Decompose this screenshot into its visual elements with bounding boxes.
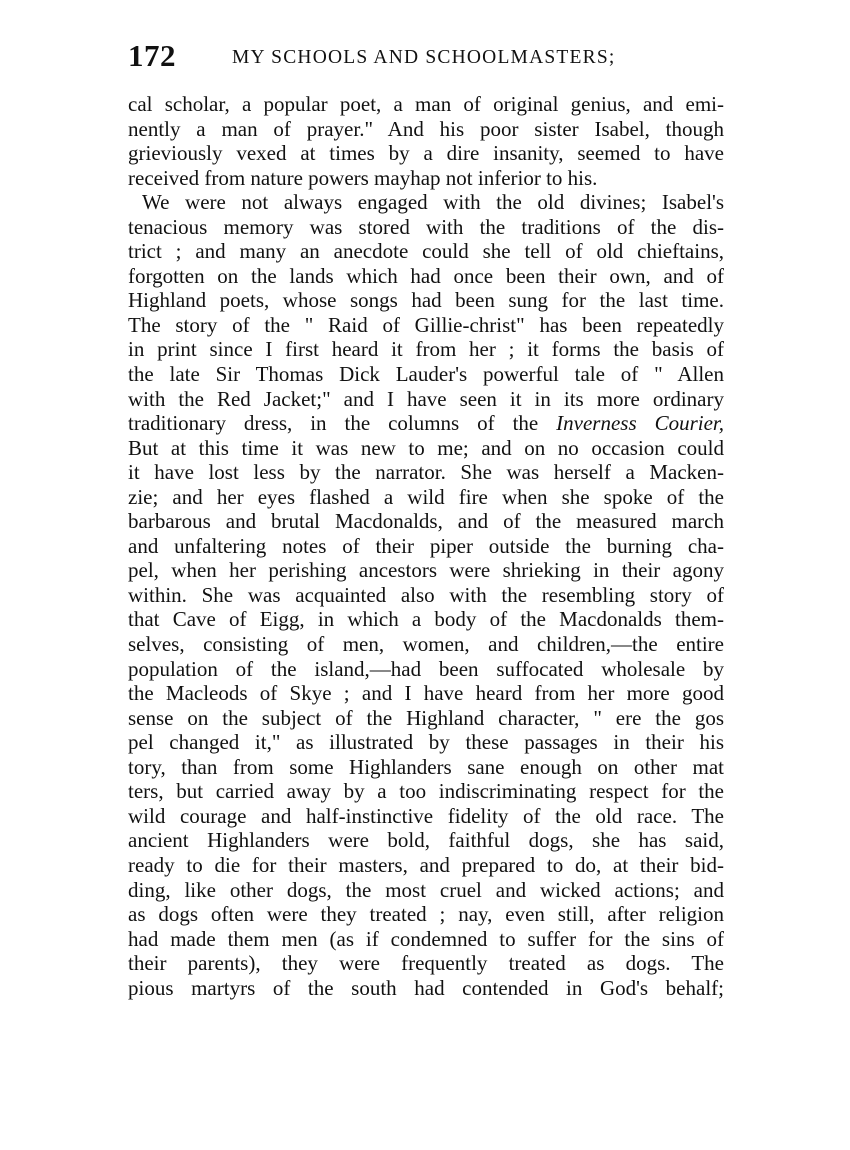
text-line: had made them men (as if condemned to suffer for the sins of	[128, 926, 724, 951]
text-line: grieviously vexed at times by a dire insanity, seemed to have	[128, 141, 724, 166]
text-line: forgotten on the lands which had once been their own, and of	[128, 263, 724, 288]
text-line: their parents), they were frequently treated as dogs. The	[128, 951, 724, 976]
italic-phrase: Inverness Courier,	[556, 411, 724, 436]
text-line: with the Red Jacket;" and I have seen it in its more ordinary	[128, 386, 724, 411]
text-line: the late Sir Thomas Dick Lauder's powerful tale of " Allen	[128, 362, 724, 387]
text-line: nently a man of prayer." And his poor sister Isabel, though	[128, 116, 724, 141]
page-number: 172	[128, 38, 176, 73]
text-line: ters, but carried away by a too indiscriminating respect for the	[128, 779, 724, 804]
text-line: that Cave of Eigg, in which a body of the Macdonalds them-	[128, 607, 724, 632]
text-line: But at this time it was new to me; and on no occasion could	[128, 435, 724, 460]
text-line: ancient Highlanders were bold, faithful dogs, she has said,	[128, 828, 724, 853]
text-line: zie; and her eyes flashed a wild fire when she spoke of the	[128, 484, 724, 509]
text-line: wild courage and half-instinctive fidelity of the old race. The	[128, 803, 724, 828]
text-line: pious martyrs of the south had contended in God's behalf;	[128, 975, 724, 1000]
text-line: Highland poets, whose songs had been sung for the last time.	[128, 288, 724, 313]
text-line: tory, than from some Highlanders sane enough on other mat	[128, 754, 724, 779]
text-line: and unfaltering notes of their piper outside the burning cha-	[128, 533, 724, 558]
text-line: pel changed it," as illustrated by these passages in their his	[128, 730, 724, 755]
text-line: received from nature powers mayhap not inferior to his.	[128, 165, 598, 190]
text-line: within. She was acquainted also with the resembling story of	[128, 582, 724, 607]
text-line: pel, when her perishing ancestors were shrieking in their agony	[128, 558, 724, 583]
text-line: tenacious memory was stored with the traditions of the dis-	[128, 214, 724, 239]
text-line: cal scholar, a popular poet, a man of original genius, and emi-	[128, 92, 724, 116]
text-line: barbarous and brutal Macdonalds, and of the measured march	[128, 509, 724, 534]
text-line: ding, like other dogs, the most cruel and wicked actions; and	[128, 877, 724, 902]
text-line: as dogs often were they treated ; nay, even still, after religion	[128, 902, 724, 927]
text-line: sense on the subject of the Highland character, " ere the gos	[128, 705, 724, 730]
text-line: it have lost less by the narrator. She was herself a Macken-	[128, 460, 724, 485]
running-head	[128, 38, 724, 78]
text-line: the Macleods of Skye ; and I have heard from her more good	[128, 681, 724, 706]
text-line-part: traditionary dress, in the columns of the	[128, 411, 539, 436]
text-line-with-italic	[128, 411, 724, 436]
text-line: selves, consisting of men, women, and children,—the entire	[128, 632, 724, 657]
text-line: The story of the " Raid of Gillie-christ" has been repeatedly	[128, 312, 724, 337]
text-line: population of the island,—had been suffocated wholesale by	[128, 656, 724, 681]
body-text	[128, 92, 724, 1000]
text-line: trict ; and many an anecdote could she tell of old chieftains,	[128, 239, 724, 264]
text-line: in print since I first heard it from her ; it forms the basis of	[128, 337, 724, 362]
text-line: ready to die for their masters, and prepared to do, at their bid-	[128, 852, 724, 877]
running-title: MY SCHOOLS AND SCHOOLMASTERS;	[232, 47, 616, 68]
text-line: We were not always engaged with the old divines; Isabel's	[142, 190, 724, 215]
